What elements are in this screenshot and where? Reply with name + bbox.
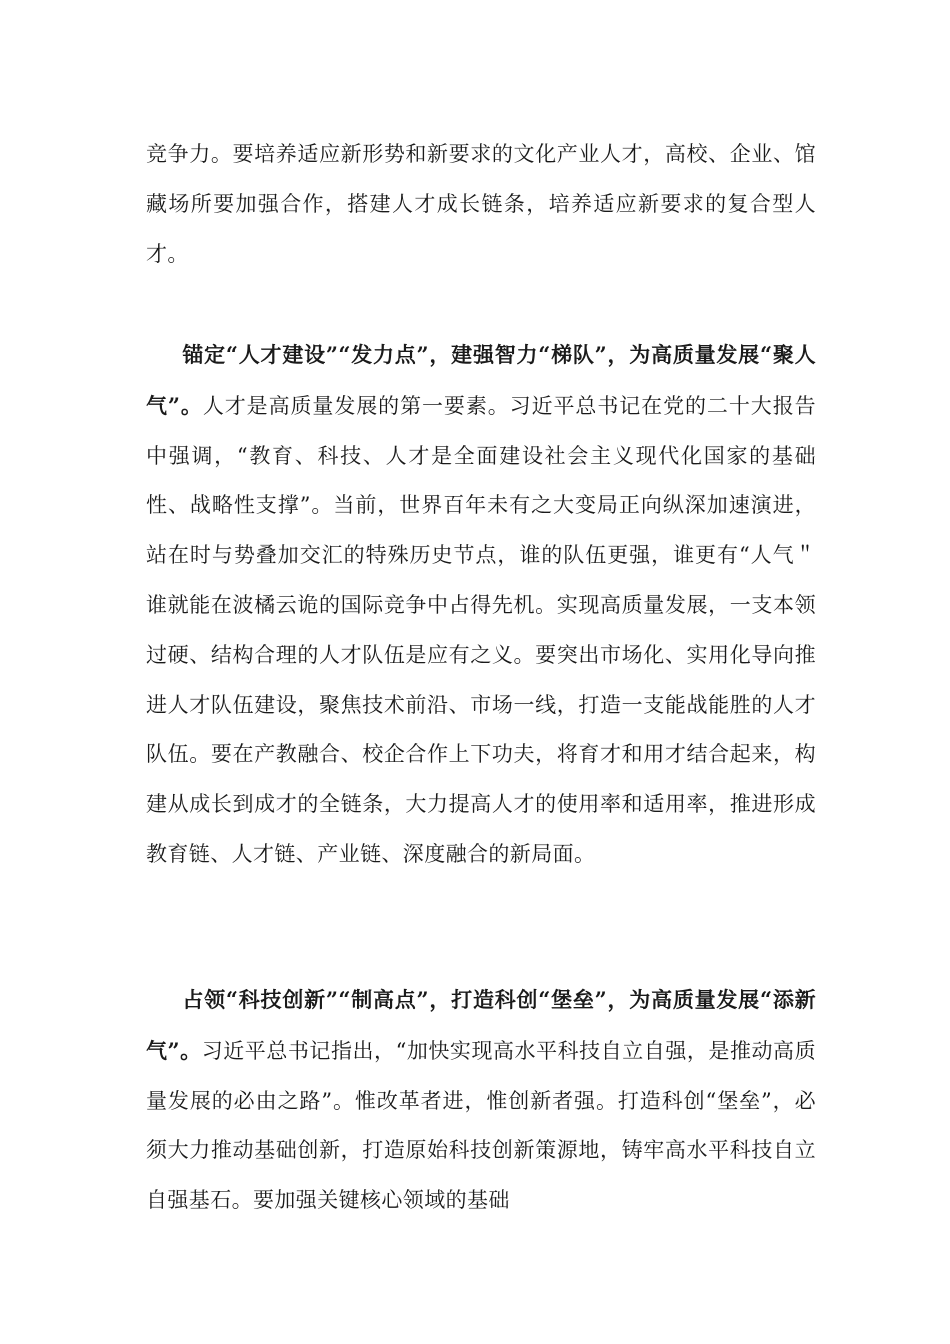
paragraph-tech-innovation xyxy=(146,975,816,1226)
paragraph-talent-culture xyxy=(146,130,816,279)
paragraph-lead-heading: 锚定“人才建设”“发力点”，建强智力“梯队”，为高质量发展“聚人气”。 xyxy=(146,342,816,418)
paragraph-body: 习近平总书记指出，“加快实现高水平科技自立自强，是推动高质量发展的必由之路”。惟改革者进，惟创新者强。打造科创“堡垒”，必须大力推动基础创新，打造原始科技创新策源地，铸牢高水平科技自立自强基石。要加强关键核心领域的基础 xyxy=(146,1038,816,1213)
paragraph-talent-building xyxy=(146,330,816,880)
paragraph-body: 竞争力。要培养适应新形势和新要求的文化产业人才，高校、企业、馆藏场所要加强合作，搭建人才成长链条，培养适应新要求的复合型人才。 xyxy=(146,142,816,266)
paragraph-body: 人才是高质量发展的第一要素。习近平总书记在党的二十大报告中强调，“教育、科技、人才是全面建设社会主义现代化国家的基础性、战略性支撑”。当前，世界百年未有之大变局正向纵深加速演进，站在时与势叠加交汇的特殊历史节点，谁的队伍更强，谁更有“人气＂谁就能在波橘云诡的国际竞争中占得先机。实现高质量发展，一支本领过硬、结构合理的人才队伍是应有之义。要突出市场化、实用化导向推进人才队伍建设，聚焦技术前沿、市场一线，打造一支能战能胜的人才队伍。要在产教融合、校企合作上下功夫，将育才和用才结合起来，构建从成长到成才的全链条，大力提高人才的使用率和适用率，推进形成教育链、人才链、产业链、深度融合的新局面。 xyxy=(146,393,817,866)
paragraph-lead-heading: 占领“科技创新”“制高点”，打造科创“堡垒”，为高质量发展“添新气”。 xyxy=(146,987,816,1063)
